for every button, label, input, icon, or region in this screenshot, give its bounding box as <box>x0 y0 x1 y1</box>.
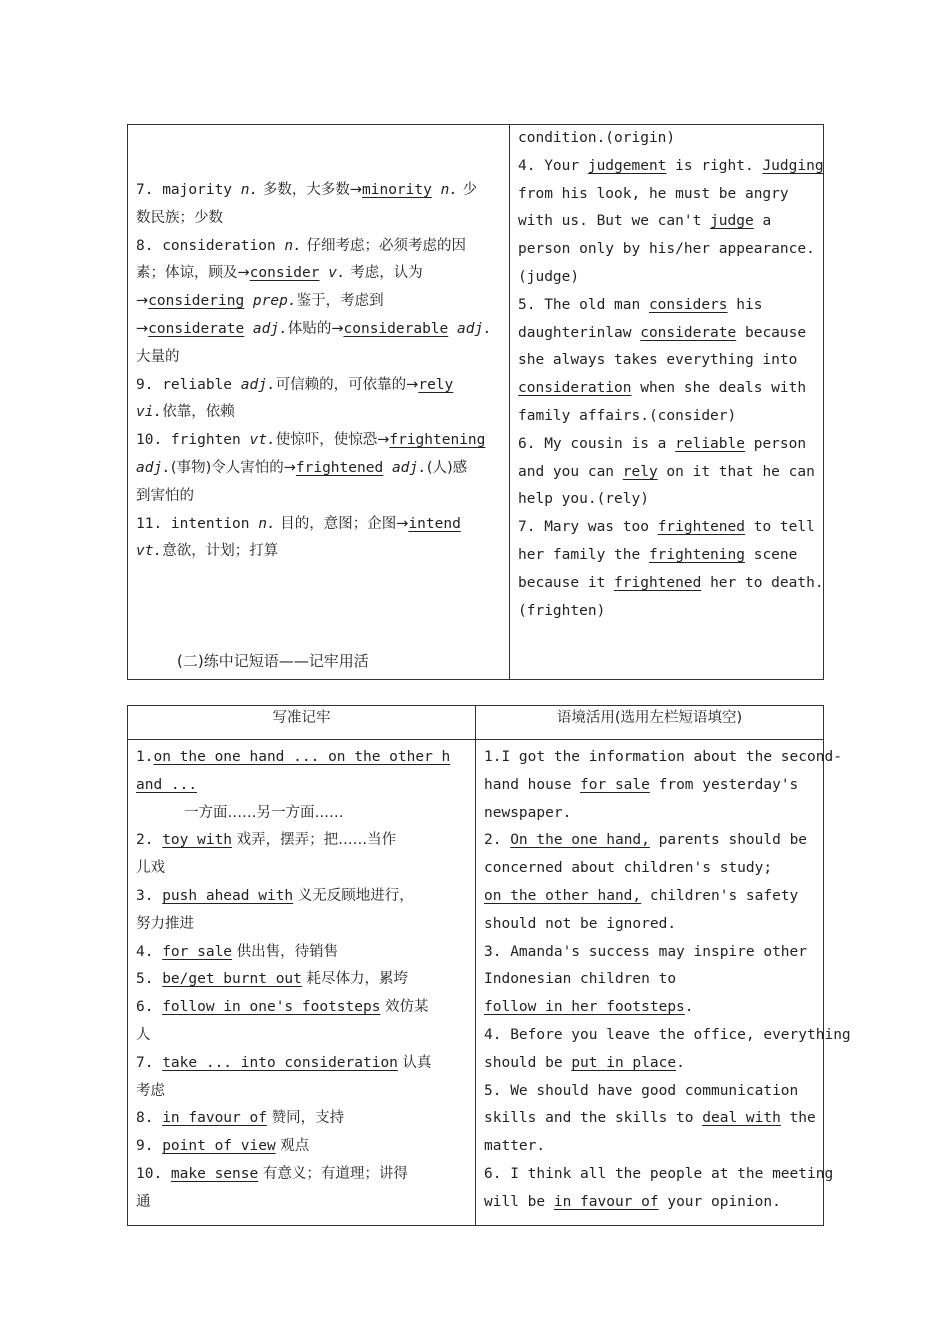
text-segment: 9. <box>136 1138 163 1155</box>
text-line <box>136 855 467 883</box>
text-segment: 7. Mary was too <box>518 519 658 536</box>
text-segment: 7. <box>136 1054 163 1071</box>
text-segment: parents should be <box>649 832 808 849</box>
text-segment: (judge) <box>518 268 580 285</box>
text-segment: Indonesian children to <box>484 971 677 988</box>
text-segment: 依靠，依赖 <box>162 404 235 421</box>
phrase-usage-cell <box>476 740 851 1226</box>
answer-blank: rely <box>418 376 454 393</box>
answer-blank: deal with <box>702 1110 781 1127</box>
text-line <box>136 966 467 994</box>
answer-blank: frightened <box>657 519 745 536</box>
text-segment: 鉴于，考虑到 <box>296 293 384 310</box>
text-segment: the <box>780 1110 816 1127</box>
header-left: 写准记牢 <box>128 706 476 740</box>
answer-blank: On the one hand, <box>510 832 650 849</box>
text-segment: 观点 <box>275 1138 310 1155</box>
text-line <box>136 427 501 455</box>
answer-blank: considering <box>148 293 245 310</box>
text-line <box>484 744 842 772</box>
answer-blank: reliable <box>675 435 745 452</box>
text-line <box>518 486 815 514</box>
text-segment: will be <box>484 1193 554 1210</box>
text-segment: 仔细考虑；必须考虑的因 <box>301 237 466 254</box>
text-segment: help you.(rely) <box>518 491 649 508</box>
answer-blank: consider <box>249 265 320 282</box>
text-segment: concerned about children's study; <box>484 860 773 877</box>
text-segment: 4. Before you leave the office, everything <box>484 1026 851 1043</box>
text-segment: 少 <box>458 182 478 198</box>
text-segment: 通 <box>136 1193 151 1210</box>
text-line <box>518 542 815 570</box>
text-segment: 戏弄，摆弄；把……当作 <box>232 832 397 849</box>
text-segment: 供出售，待销售 <box>232 943 339 960</box>
answer-blank: consideration <box>518 380 632 397</box>
text-segment: your opinion. <box>658 1193 781 1210</box>
text-segment: 3. <box>136 887 163 904</box>
answer-blank: on the one hand ... on the other h <box>153 749 451 765</box>
text-line <box>136 344 501 372</box>
text-line <box>518 292 815 320</box>
text-segment: . <box>676 1054 685 1071</box>
text-line <box>518 320 815 348</box>
text-line <box>136 511 501 539</box>
text-segment: vt. <box>249 432 276 449</box>
text-segment: with us. But we can't <box>518 213 711 230</box>
text-segment: 11. intention <box>136 515 259 532</box>
answer-blank: on the other hand, <box>484 887 642 904</box>
text-segment: adj. <box>252 320 288 337</box>
text-line <box>136 177 501 205</box>
text-segment: 到害怕的 <box>136 487 194 504</box>
text-segment: n. <box>240 182 259 198</box>
text-segment: on it that he can <box>657 463 815 480</box>
text-line <box>518 375 815 403</box>
text-line <box>136 455 501 483</box>
text-line <box>136 260 501 288</box>
text-segment: v. <box>328 265 346 282</box>
text-segment: 6. <box>136 999 163 1016</box>
section-title: (二)练中记短语——记牢用活 <box>177 652 369 670</box>
text-segment: 6. My cousin is a <box>518 435 676 452</box>
text-segment: she always takes everything into <box>518 352 798 369</box>
text-segment: should be <box>484 1054 572 1071</box>
text-line <box>484 772 815 800</box>
answer-blank: follow in her footsteps <box>484 999 685 1016</box>
text-line <box>136 1105 467 1133</box>
text-line <box>136 1050 467 1078</box>
text-line <box>518 459 815 487</box>
text-segment: 8. <box>136 1110 163 1127</box>
text-segment: n. <box>258 515 276 532</box>
text-segment <box>244 321 253 337</box>
answer-blank: considerate <box>148 320 245 337</box>
text-segment: adj. <box>136 459 171 476</box>
text-segment: (事物)令人害怕的→ <box>170 459 296 476</box>
text-segment: vi. <box>136 404 163 421</box>
text-segment: 10. <box>136 1165 171 1182</box>
text-segment: 数民族；少数 <box>136 209 223 226</box>
text-line <box>518 153 824 181</box>
text-line <box>518 347 815 375</box>
text-line <box>518 431 815 459</box>
text-line <box>484 1022 851 1050</box>
text-segment: 效仿某 <box>380 999 429 1016</box>
text-line <box>518 570 824 598</box>
text-segment: his <box>727 296 763 313</box>
answer-blank: frightening <box>648 546 745 563</box>
text-segment: 赞同，支持 <box>266 1110 345 1127</box>
text-segment: when she deals with <box>631 380 807 397</box>
phrases-cell <box>128 740 476 1226</box>
answer-blank: follow in one's footsteps <box>162 999 381 1016</box>
text-line <box>136 744 467 772</box>
text-line <box>136 1078 467 1106</box>
text-segment: → <box>136 320 149 337</box>
answer-blank: judge <box>710 213 754 230</box>
text-segment: 义无反顾地进行， <box>293 887 414 904</box>
text-line <box>136 205 501 233</box>
text-line <box>518 264 815 292</box>
text-line <box>518 181 815 209</box>
text-line <box>136 1022 467 1050</box>
text-segment: her family the <box>518 546 649 563</box>
text-segment: 使惊吓，使惊恐→ <box>275 432 390 449</box>
answer-blank: considerate <box>640 324 737 341</box>
text-segment: children's safety <box>641 887 799 904</box>
text-segment: 素；体谅，顾及→ <box>136 265 250 282</box>
text-segment: 2. <box>136 832 163 849</box>
text-segment: skills and the skills to <box>484 1110 703 1127</box>
text-segment: 考虑，认为 <box>345 265 423 282</box>
text-line <box>484 1161 834 1189</box>
text-line <box>136 372 501 400</box>
answer-blank: minority <box>362 182 432 198</box>
text-line <box>136 883 467 911</box>
text-segment: her to death. <box>701 574 824 591</box>
text-segment: adj. <box>391 459 427 476</box>
text-line <box>484 939 815 967</box>
text-segment: n. <box>440 182 459 198</box>
text-segment: (frighten) <box>518 602 606 619</box>
text-segment <box>320 265 329 281</box>
text-line <box>518 125 815 153</box>
answer-blank: considerable <box>343 320 449 337</box>
text-segment: 意欲，计划；打算 <box>162 543 279 560</box>
text-segment: n. <box>284 237 302 254</box>
text-segment: a <box>753 213 772 230</box>
text-line <box>136 233 501 261</box>
text-line <box>136 538 501 566</box>
word-forms-list <box>136 177 501 566</box>
text-segment: should not be ignored. <box>484 915 677 932</box>
text-line <box>136 939 467 967</box>
text-line <box>518 514 815 542</box>
text-segment: 可信赖的，可依靠的→ <box>275 376 419 393</box>
text-line <box>484 1189 815 1217</box>
text-segment: 8. consideration <box>136 237 285 254</box>
text-segment: and you can <box>518 463 623 480</box>
text-segment: 7. majority <box>136 182 241 198</box>
text-line <box>484 883 815 911</box>
text-segment: 多数，大多数→ <box>258 182 362 198</box>
text-segment: person <box>744 435 807 452</box>
text-segment: 4. Your <box>518 157 588 174</box>
answer-blank: frightened <box>614 574 702 591</box>
text-line <box>136 399 501 427</box>
phrases-table <box>127 705 851 1226</box>
text-segment: 有意义；有道理；讲得 <box>258 1165 408 1182</box>
text-segment: daughterinlaw <box>518 324 641 341</box>
text-segment: from his look, he must be angry <box>518 185 789 202</box>
text-segment <box>383 460 392 476</box>
text-segment: (人)感 <box>426 459 468 476</box>
header-right: 语境活用(选用左栏短语填空) <box>476 706 824 740</box>
text-segment: 人 <box>136 1026 151 1043</box>
text-segment <box>448 321 457 337</box>
table-row <box>128 740 824 1226</box>
text-segment: 目的，意图；企图→ <box>275 515 409 532</box>
text-segment: 4. <box>136 943 163 960</box>
text-line <box>484 994 815 1022</box>
text-line <box>484 1050 815 1078</box>
table-row <box>128 125 824 680</box>
text-segment: 9. reliable <box>136 376 241 393</box>
text-line <box>484 800 815 828</box>
vocabulary-table <box>127 124 824 680</box>
text-segment: 体贴的→ <box>287 320 344 337</box>
text-segment: 1.I got the information about the second- <box>484 749 842 765</box>
text-segment: 10. frighten <box>136 432 250 449</box>
text-segment: adj. <box>240 376 276 393</box>
answer-blank: frightened <box>295 459 384 476</box>
text-segment: because <box>736 324 807 341</box>
text-line <box>484 827 815 855</box>
answer-blank: make sense <box>170 1165 259 1182</box>
text-segment: 大量的 <box>136 348 180 365</box>
text-segment: vt. <box>136 543 163 560</box>
text-segment: from yesterday's <box>649 776 799 793</box>
answer-blank: considers <box>648 296 728 313</box>
text-segment: 一方面……另一方面…… <box>184 804 344 821</box>
text-segment: hand house <box>484 776 581 793</box>
text-segment: → <box>136 293 149 310</box>
text-line <box>136 316 501 344</box>
text-segment: person only by his/her appearance. <box>518 241 815 258</box>
context-exercise-list <box>518 125 824 625</box>
text-segment: family affairs.(consider) <box>518 407 737 424</box>
text-segment <box>432 182 441 198</box>
word-forms-cell <box>128 125 510 680</box>
text-line <box>484 911 815 939</box>
text-segment: to tell <box>745 519 815 536</box>
text-segment: newspaper. <box>484 804 572 821</box>
text-segment: 6. I think all the people at the meeting <box>484 1165 834 1182</box>
text-line <box>136 800 467 828</box>
answer-blank: be/get burnt out <box>162 971 302 988</box>
text-segment: condition.(origin) <box>518 130 676 146</box>
answer-blank: point of view <box>162 1138 276 1155</box>
text-segment: 1. <box>136 749 154 765</box>
answer-blank: in favour of <box>553 1193 659 1210</box>
text-segment: adj. <box>457 320 492 337</box>
answer-blank: judgement <box>587 157 667 174</box>
text-line <box>136 288 501 316</box>
answer-blank: put in place <box>571 1054 677 1071</box>
answer-blank: in favour of <box>162 1110 267 1127</box>
text-line <box>518 403 815 431</box>
text-line <box>136 1133 467 1161</box>
text-segment: 耗尽体力，累垮 <box>301 971 408 988</box>
answer-blank: for sale <box>162 943 233 960</box>
text-segment: . <box>684 999 694 1016</box>
text-line <box>136 483 501 511</box>
text-segment: scene <box>744 546 798 563</box>
text-line <box>518 208 815 236</box>
text-line <box>136 1189 467 1217</box>
text-segment: matter. <box>484 1138 546 1155</box>
answer-blank: toy with <box>162 832 233 849</box>
text-line <box>518 236 815 264</box>
text-line <box>136 994 467 1022</box>
phrases-list <box>136 744 467 1217</box>
text-segment: 努力推进 <box>136 915 194 932</box>
text-line <box>518 598 815 626</box>
text-segment: because it <box>518 574 615 591</box>
text-line <box>136 827 467 855</box>
text-segment: 儿戏 <box>136 860 165 877</box>
table-header-row <box>128 706 824 740</box>
text-segment: 考虑 <box>136 1082 165 1099</box>
answer-blank: and ... <box>136 776 198 793</box>
answer-blank: push ahead with <box>162 887 294 904</box>
text-line <box>136 772 467 800</box>
text-segment: 2. <box>484 832 511 849</box>
phrase-usage-list <box>484 744 851 1217</box>
text-segment: 5. We should have good communication <box>484 1082 799 1099</box>
answer-blank: for sale <box>580 776 650 793</box>
text-segment: 认真 <box>397 1054 432 1071</box>
text-line <box>484 1105 815 1133</box>
text-line <box>484 1133 815 1161</box>
text-segment: 3. Amanda's success may inspire other <box>484 943 808 960</box>
text-line <box>136 911 467 939</box>
text-line <box>136 1161 467 1189</box>
answer-blank: intend <box>408 515 461 532</box>
text-segment: 5. <box>136 971 163 988</box>
text-line <box>484 966 815 994</box>
text-segment: is right. <box>666 157 763 174</box>
text-segment: 5. The old man <box>518 296 649 313</box>
text-line <box>484 1078 815 1106</box>
answer-blank: take ... into consideration <box>162 1054 398 1071</box>
answer-blank: Judging <box>762 157 824 174</box>
text-segment: prep. <box>252 293 297 310</box>
answer-blank: frightening <box>389 432 486 449</box>
text-line <box>484 855 815 883</box>
answer-blank: rely <box>622 463 658 480</box>
context-exercise-cell <box>510 125 824 680</box>
text-segment <box>244 293 253 309</box>
